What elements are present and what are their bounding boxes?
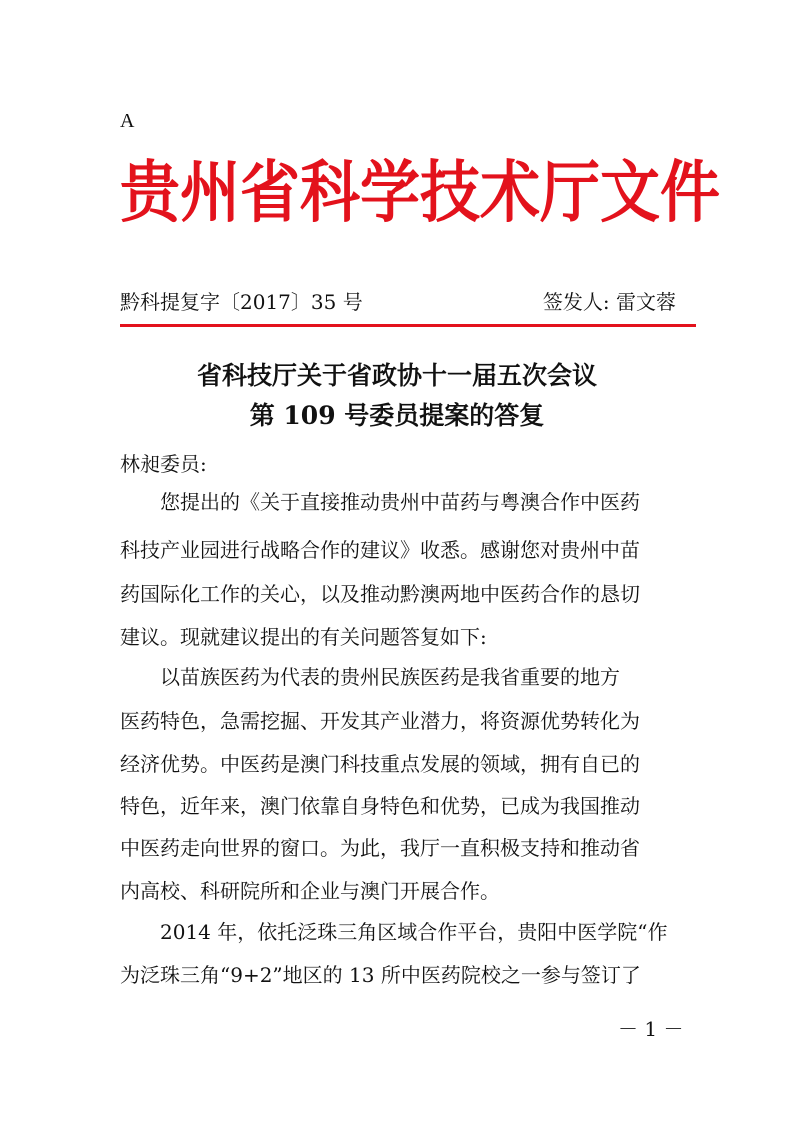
body-line: 药国际化工作的关心，以及推动黔澳两地中医药合作的恳切 [120,582,640,606]
body-line: 特色，近年来，澳门依靠自身特色和优势，已成为我国推动 [120,794,640,818]
title-line-1: 省科技厅关于省政协十一届五次会议 [196,361,597,390]
document-number-row [120,286,676,318]
masthead-char: 件 [660,153,720,233]
signer: 签发人: 雷文蓉 [542,290,676,314]
masthead-char: 技 [420,153,480,233]
masthead-char: 贵 [120,153,180,233]
classification-grade: A [120,110,135,132]
masthead-char: 文 [600,153,660,233]
title-line-2: 第 109 号委员提案的答复 [249,401,545,430]
masthead-char: 厅 [540,153,600,233]
document-number: 黔科提复字〔2017〕35 号 [120,290,363,314]
page-number: － 1 － [618,1017,684,1041]
masthead-char: 省 [240,153,300,233]
body-line: 建议。现就建议提出的有关问题答复如下: [120,625,487,649]
body-line: 医药特色，急需挖掘、开发其产业潜力，将资源优势转化为 [120,709,640,733]
document-title [100,356,694,436]
masthead-char: 学 [360,153,420,233]
masthead-char: 术 [480,153,540,233]
body-line: 为泛珠三角“9+2”地区的 13 所中医药院校之一参与签订了 [120,963,641,987]
body-line: 内高校、科研院所和企业与澳门开展合作。 [120,879,500,903]
body-line: 以苗族医药为代表的贵州民族医药是我省重要的地方 [160,665,620,689]
body-line: 2014 年，依托泛珠三角区域合作平台，贵阳中医学院“作 [160,920,668,944]
salutation: 林昶委员: [120,452,207,476]
body-line: 您提出的《关于直接推动贵州中苗药与粤澳合作中医药 [160,490,640,514]
masthead-char: 州 [180,153,240,233]
body-line: 科技产业园进行战略合作的建议》收悉。感谢您对贵州中苗 [120,538,640,562]
body-line: 中医药走向世界的窗口。为此，我厅一直积极支持和推动省 [120,836,640,860]
body-line: 经济优势。中医药是澳门科技重点发展的领域，拥有自已的 [120,752,640,776]
red-divider-line [120,324,696,327]
document-masthead-title [120,148,720,238]
masthead-char: 科 [300,153,360,233]
